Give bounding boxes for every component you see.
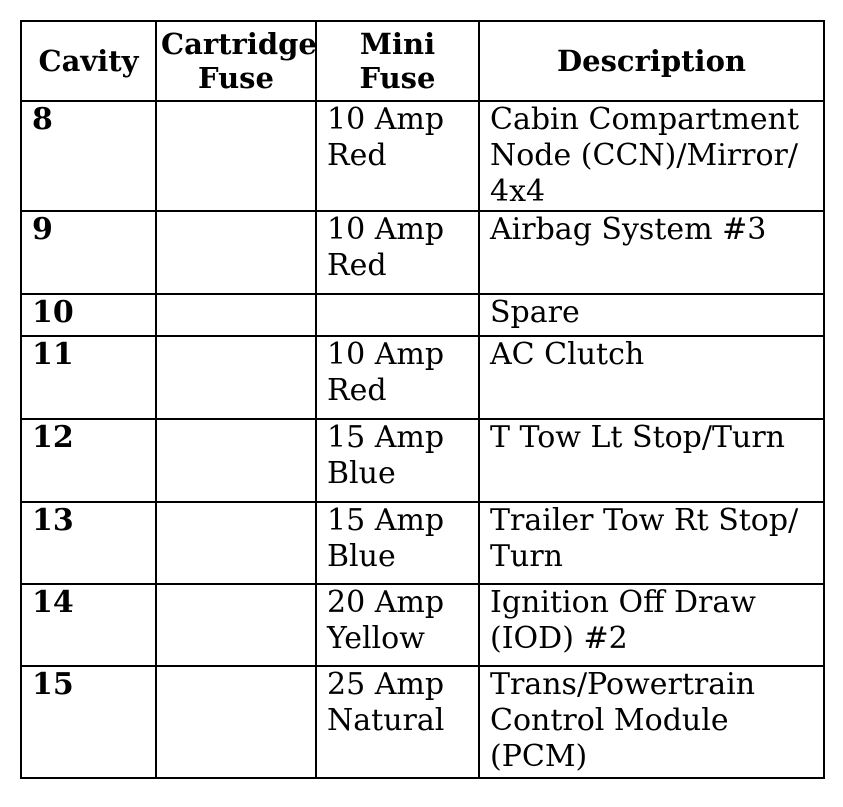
table-row — [21, 211, 824, 294]
description-cell: Trailer Tow Rt Stop/ Turn — [479, 502, 824, 584]
mini-fuse-cell: 15 Amp Blue — [316, 502, 479, 584]
description-cell: AC Clutch — [479, 336, 824, 419]
mini-fuse-cell: 10 Amp Red — [316, 101, 479, 211]
cavity-cell: 8 — [21, 101, 156, 211]
header-row — [21, 21, 824, 101]
table-row — [21, 101, 824, 211]
cartridge-fuse-cell — [156, 666, 316, 778]
description-cell: Ignition Off Draw (IOD) #2 — [479, 584, 824, 666]
cartridge-fuse-cell — [156, 101, 316, 211]
cartridge-fuse-cell — [156, 211, 316, 294]
header-description: Description — [479, 21, 824, 101]
table-row — [21, 584, 824, 666]
header-cavity: Cavity — [21, 21, 156, 101]
cavity-cell: 14 — [21, 584, 156, 666]
mini-fuse-cell: 15 Amp Blue — [316, 419, 479, 502]
table-row — [21, 419, 824, 502]
header-cartridge-fuse: Cartridge Fuse — [156, 21, 316, 101]
fuse-table — [20, 20, 825, 779]
description-cell: Trans/Powertrain Control Module (PCM) — [479, 666, 824, 778]
table-row — [21, 336, 824, 419]
mini-fuse-cell: 10 Amp Red — [316, 336, 479, 419]
mini-fuse-cell — [316, 294, 479, 336]
cavity-cell: 10 — [21, 294, 156, 336]
cavity-cell: 11 — [21, 336, 156, 419]
table-header — [21, 21, 824, 101]
cavity-cell: 12 — [21, 419, 156, 502]
cartridge-fuse-cell — [156, 336, 316, 419]
description-cell: Airbag System #3 — [479, 211, 824, 294]
description-cell: Cabin Compartment Node (CCN)/Mirror/ 4x4 — [479, 101, 824, 211]
cartridge-fuse-cell — [156, 502, 316, 584]
cavity-cell: 13 — [21, 502, 156, 584]
cartridge-fuse-cell — [156, 419, 316, 502]
cavity-cell: 9 — [21, 211, 156, 294]
cavity-cell: 15 — [21, 666, 156, 778]
description-cell: Spare — [479, 294, 824, 336]
table-row — [21, 502, 824, 584]
header-mini-fuse: Mini Fuse — [316, 21, 479, 101]
table-body — [21, 101, 824, 778]
mini-fuse-cell: 20 Amp Yellow — [316, 584, 479, 666]
mini-fuse-cell: 10 Amp Red — [316, 211, 479, 294]
cartridge-fuse-cell — [156, 584, 316, 666]
mini-fuse-cell: 25 Amp Natural — [316, 666, 479, 778]
description-cell: T Tow Lt Stop/Turn — [479, 419, 824, 502]
table-row — [21, 294, 824, 336]
table-row — [21, 666, 824, 778]
cartridge-fuse-cell — [156, 294, 316, 336]
